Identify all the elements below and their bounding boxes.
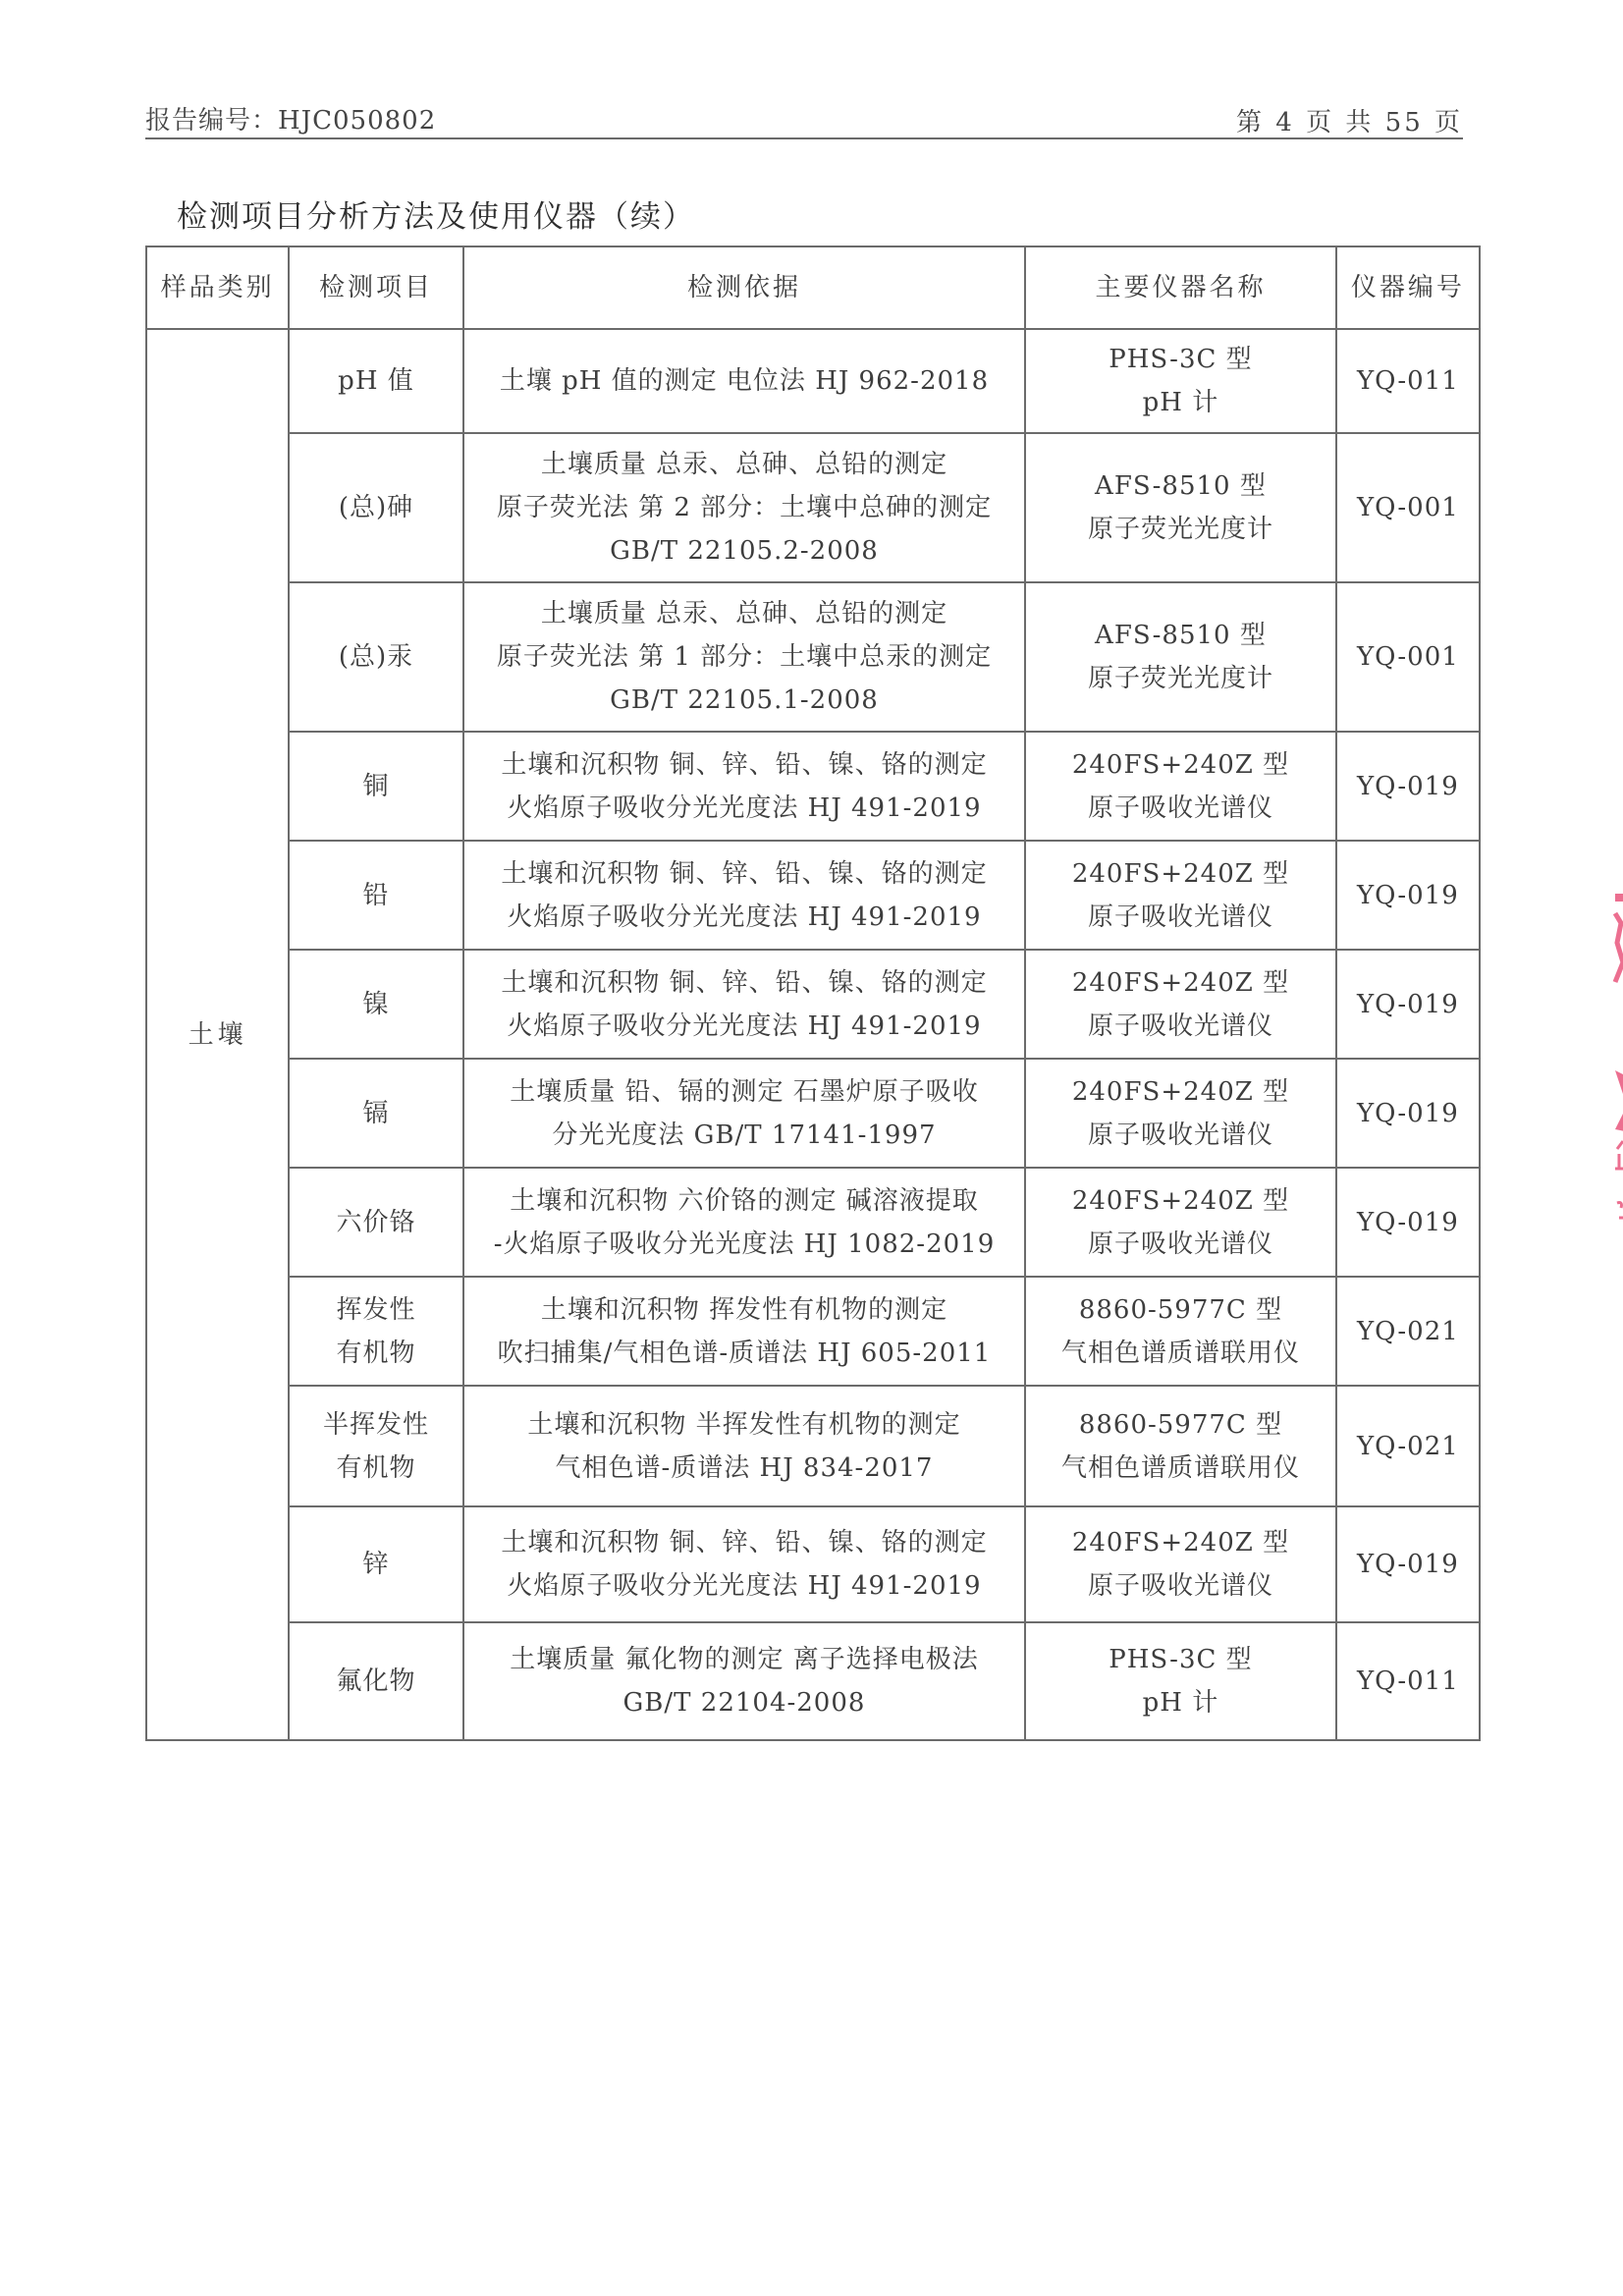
test-basis-cell — [463, 950, 1025, 1059]
table-row — [146, 1168, 1480, 1277]
table-row — [146, 1059, 1480, 1168]
instrument-id-cell: YQ-011 — [1336, 1622, 1480, 1740]
instrument-id-cell: YQ-019 — [1336, 950, 1480, 1059]
test-basis-cell-line: 吹扫捕集/气相色谱-质谱法 HJ 605-2011 — [497, 1338, 992, 1368]
table-row — [146, 732, 1480, 841]
test-basis-cell — [463, 1277, 1025, 1386]
instrument-name-cell-line: PHS-3C 型 — [1109, 1645, 1253, 1674]
test-basis-cell-line: 气相色谱-质谱法 HJ 834-2017 — [555, 1452, 934, 1483]
instrument-id-cell: YQ-019 — [1336, 841, 1480, 950]
page-header — [145, 98, 1463, 139]
test-item-cell-line: 铜 — [362, 771, 390, 801]
table-row — [146, 1622, 1480, 1740]
table-row — [146, 950, 1480, 1059]
instrument-id-cell: YQ-019 — [1336, 1168, 1480, 1277]
test-item-cell-line: 挥发性 — [336, 1294, 416, 1325]
table-row — [146, 433, 1480, 582]
test-basis-cell-line: 火焰原子吸收分光光度法 HJ 491-2019 — [507, 793, 982, 823]
instrument-id-cell: YQ-021 — [1336, 1386, 1480, 1506]
test-basis-cell-line: 土壤和沉积物 铜、锌、铅、镍、铬的测定 — [501, 967, 988, 998]
methods-instruments-table — [145, 246, 1481, 1741]
test-item-cell — [289, 1277, 463, 1386]
instrument-name-cell — [1025, 841, 1336, 950]
instrument-id-cell: YQ-019 — [1336, 1506, 1480, 1622]
column-header-test-item: 检测项目 — [289, 246, 463, 329]
test-basis-cell-line: 土壤和沉积物 铜、锌、铅、镍、铬的测定 — [501, 1528, 988, 1558]
test-item-cell — [289, 1622, 463, 1740]
test-basis-cell-line: 原子荧光法 第 1 部分：土壤中总汞的测定 — [496, 642, 993, 672]
test-item-cell-line: (总)砷 — [338, 493, 414, 522]
test-basis-cell-line: 火焰原子吸收分光光度法 HJ 491-2019 — [507, 1011, 982, 1041]
section-title: 检测项目分析方法及使用仪器（续） — [177, 199, 695, 235]
test-item-cell — [289, 732, 463, 841]
test-basis-cell-line: 土壤和沉积物 六价铬的测定 碱溶液提取 — [510, 1185, 979, 1216]
test-basis-cell-line: GB/T 22105.1-2008 — [610, 685, 879, 715]
test-item-cell — [289, 841, 463, 950]
report-number: 报告编号：HJC050802 — [145, 106, 437, 136]
test-basis-cell-line: 土壤和沉积物 挥发性有机物的测定 — [540, 1294, 948, 1325]
page-indicator: 第 4 页 共 55 页 — [1236, 108, 1463, 137]
instrument-name-cell-line: AFS-8510 型 — [1095, 471, 1267, 501]
sample-category-cell: 土壤 — [146, 329, 289, 1740]
test-item-cell — [289, 1506, 463, 1622]
instrument-name-cell-line: 8860-5977C 型 — [1078, 1409, 1283, 1440]
test-item-cell-line: 六价铬 — [336, 1207, 416, 1237]
test-item-cell — [289, 1168, 463, 1277]
instrument-name-cell-line: 原子荧光光度计 — [1087, 664, 1273, 693]
test-basis-cell-line: 土壤和沉积物 半挥发性有机物的测定 — [527, 1409, 961, 1440]
test-item-cell — [289, 1386, 463, 1506]
table-row — [146, 582, 1480, 732]
test-basis-cell-line: 土壤 pH 值的测定 电位法 HJ 962-2018 — [499, 366, 990, 396]
instrument-name-cell — [1025, 1168, 1336, 1277]
test-item-cell-line: 锌 — [362, 1550, 390, 1579]
test-basis-cell — [463, 841, 1025, 950]
instrument-name-cell — [1025, 1622, 1336, 1740]
red-seal-stamp-fragment — [1586, 874, 1623, 1238]
column-header-sample-category: 样品类别 — [146, 246, 289, 329]
instrument-name-cell-line: 240FS+240Z 型 — [1071, 967, 1290, 998]
test-basis-cell-line: 土壤质量 氟化物的测定 离子选择电极法 — [510, 1645, 979, 1674]
instrument-name-cell-line: 240FS+240Z 型 — [1071, 858, 1290, 889]
test-item-cell — [289, 950, 463, 1059]
test-basis-cell — [463, 1059, 1025, 1168]
instrument-name-cell — [1025, 1277, 1336, 1386]
column-header-instrument-name: 主要仪器名称 — [1025, 246, 1336, 329]
test-basis-cell-line: GB/T 22104-2008 — [622, 1688, 866, 1718]
column-header-test-basis: 检测依据 — [463, 246, 1025, 329]
test-basis-cell-line: 原子荧光法 第 2 部分：土壤中总砷的测定 — [496, 493, 993, 522]
test-item-cell — [289, 433, 463, 582]
test-basis-cell-line: 分光光度法 GB/T 17141-1997 — [552, 1120, 937, 1150]
test-basis-cell — [463, 329, 1025, 433]
table-row — [146, 1386, 1480, 1506]
instrument-name-cell-line: PHS-3C 型 — [1109, 345, 1253, 374]
test-basis-cell — [463, 1506, 1025, 1622]
test-basis-cell-line: 土壤质量 总汞、总砷、总铅的测定 — [540, 450, 948, 479]
seal-stamp-icon — [1586, 874, 1623, 1228]
test-basis-cell — [463, 582, 1025, 732]
test-basis-cell — [463, 433, 1025, 582]
test-item-cell — [289, 1059, 463, 1168]
test-basis-cell-line: 土壤质量 总汞、总砷、总铅的测定 — [540, 599, 948, 629]
instrument-name-cell — [1025, 732, 1336, 841]
test-basis-cell-line: 土壤和沉积物 铜、锌、铅、镍、铬的测定 — [501, 858, 988, 889]
instrument-name-cell — [1025, 1386, 1336, 1506]
instrument-id-cell: YQ-001 — [1336, 582, 1480, 732]
test-item-cell-line: 半挥发性 — [322, 1409, 429, 1440]
instrument-name-cell-line: 原子吸收光谱仪 — [1087, 902, 1273, 932]
instrument-name-cell-line: 原子吸收光谱仪 — [1087, 1229, 1273, 1259]
test-item-cell-line: 镉 — [362, 1098, 390, 1128]
instrument-name-cell-line: 原子吸收光谱仪 — [1087, 1011, 1273, 1041]
instrument-name-cell-line: 240FS+240Z 型 — [1071, 1528, 1290, 1558]
instrument-id-cell: YQ-019 — [1336, 1059, 1480, 1168]
table-header-row — [146, 246, 1480, 329]
instrument-name-cell — [1025, 1059, 1336, 1168]
test-item-cell-line: 镍 — [362, 989, 390, 1019]
test-basis-cell — [463, 1622, 1025, 1740]
test-item-cell-line: 有机物 — [336, 1338, 416, 1368]
test-item-cell — [289, 582, 463, 732]
test-basis-cell-line: GB/T 22105.2-2008 — [610, 536, 879, 566]
instrument-id-cell: YQ-021 — [1336, 1277, 1480, 1386]
table-row — [146, 329, 1480, 433]
instrument-name-cell — [1025, 1506, 1336, 1622]
instrument-name-cell-line: 气相色谱质谱联用仪 — [1060, 1338, 1300, 1368]
test-basis-cell-line: 火焰原子吸收分光光度法 HJ 491-2019 — [507, 1571, 982, 1601]
instrument-name-cell-line: pH 计 — [1142, 1688, 1219, 1718]
instrument-name-cell — [1025, 582, 1336, 732]
instrument-name-cell-line: 240FS+240Z 型 — [1071, 1076, 1290, 1107]
instrument-name-cell-line: 8860-5977C 型 — [1078, 1294, 1283, 1325]
instrument-id-cell: YQ-001 — [1336, 433, 1480, 582]
test-item-cell-line: (总)汞 — [338, 642, 414, 672]
test-basis-cell-line: 火焰原子吸收分光光度法 HJ 491-2019 — [507, 902, 982, 932]
instrument-name-cell-line: 原子吸收光谱仪 — [1087, 793, 1273, 823]
table-row — [146, 1506, 1480, 1622]
test-basis-cell-line: 土壤质量 铅、镉的测定 石墨炉原子吸收 — [510, 1076, 979, 1107]
test-item-cell — [289, 329, 463, 433]
column-header-instrument-id: 仪器编号 — [1336, 246, 1480, 329]
table-row — [146, 841, 1480, 950]
instrument-name-cell-line: 240FS+240Z 型 — [1071, 749, 1290, 780]
instrument-name-cell-line: 原子吸收光谱仪 — [1087, 1120, 1273, 1150]
instrument-name-cell-line: 原子吸收光谱仪 — [1087, 1571, 1273, 1601]
test-item-cell-line: 铅 — [362, 880, 390, 910]
instrument-name-cell-line: 240FS+240Z 型 — [1071, 1185, 1290, 1216]
table-row — [146, 1277, 1480, 1386]
instrument-name-cell — [1025, 433, 1336, 582]
instrument-name-cell-line: AFS-8510 型 — [1095, 621, 1267, 650]
instrument-name-cell-line: pH 计 — [1142, 388, 1219, 417]
test-basis-cell — [463, 1386, 1025, 1506]
test-item-cell-line: pH 值 — [338, 366, 414, 396]
test-item-cell-line: 氟化物 — [336, 1667, 416, 1696]
instrument-name-cell-line: 气相色谱质谱联用仪 — [1060, 1452, 1300, 1483]
instrument-name-cell — [1025, 950, 1336, 1059]
test-basis-cell — [463, 732, 1025, 841]
test-basis-cell-line: -火焰原子吸收分光光度法 HJ 1082-2019 — [493, 1229, 996, 1259]
test-basis-cell-line: 土壤和沉积物 铜、锌、铅、镍、铬的测定 — [501, 749, 988, 780]
instrument-name-cell — [1025, 329, 1336, 433]
test-item-cell-line: 有机物 — [336, 1452, 416, 1483]
test-basis-cell — [463, 1168, 1025, 1277]
instrument-id-cell: YQ-019 — [1336, 732, 1480, 841]
instrument-id-cell: YQ-011 — [1336, 329, 1480, 433]
instrument-name-cell-line: 原子荧光光度计 — [1087, 515, 1273, 544]
